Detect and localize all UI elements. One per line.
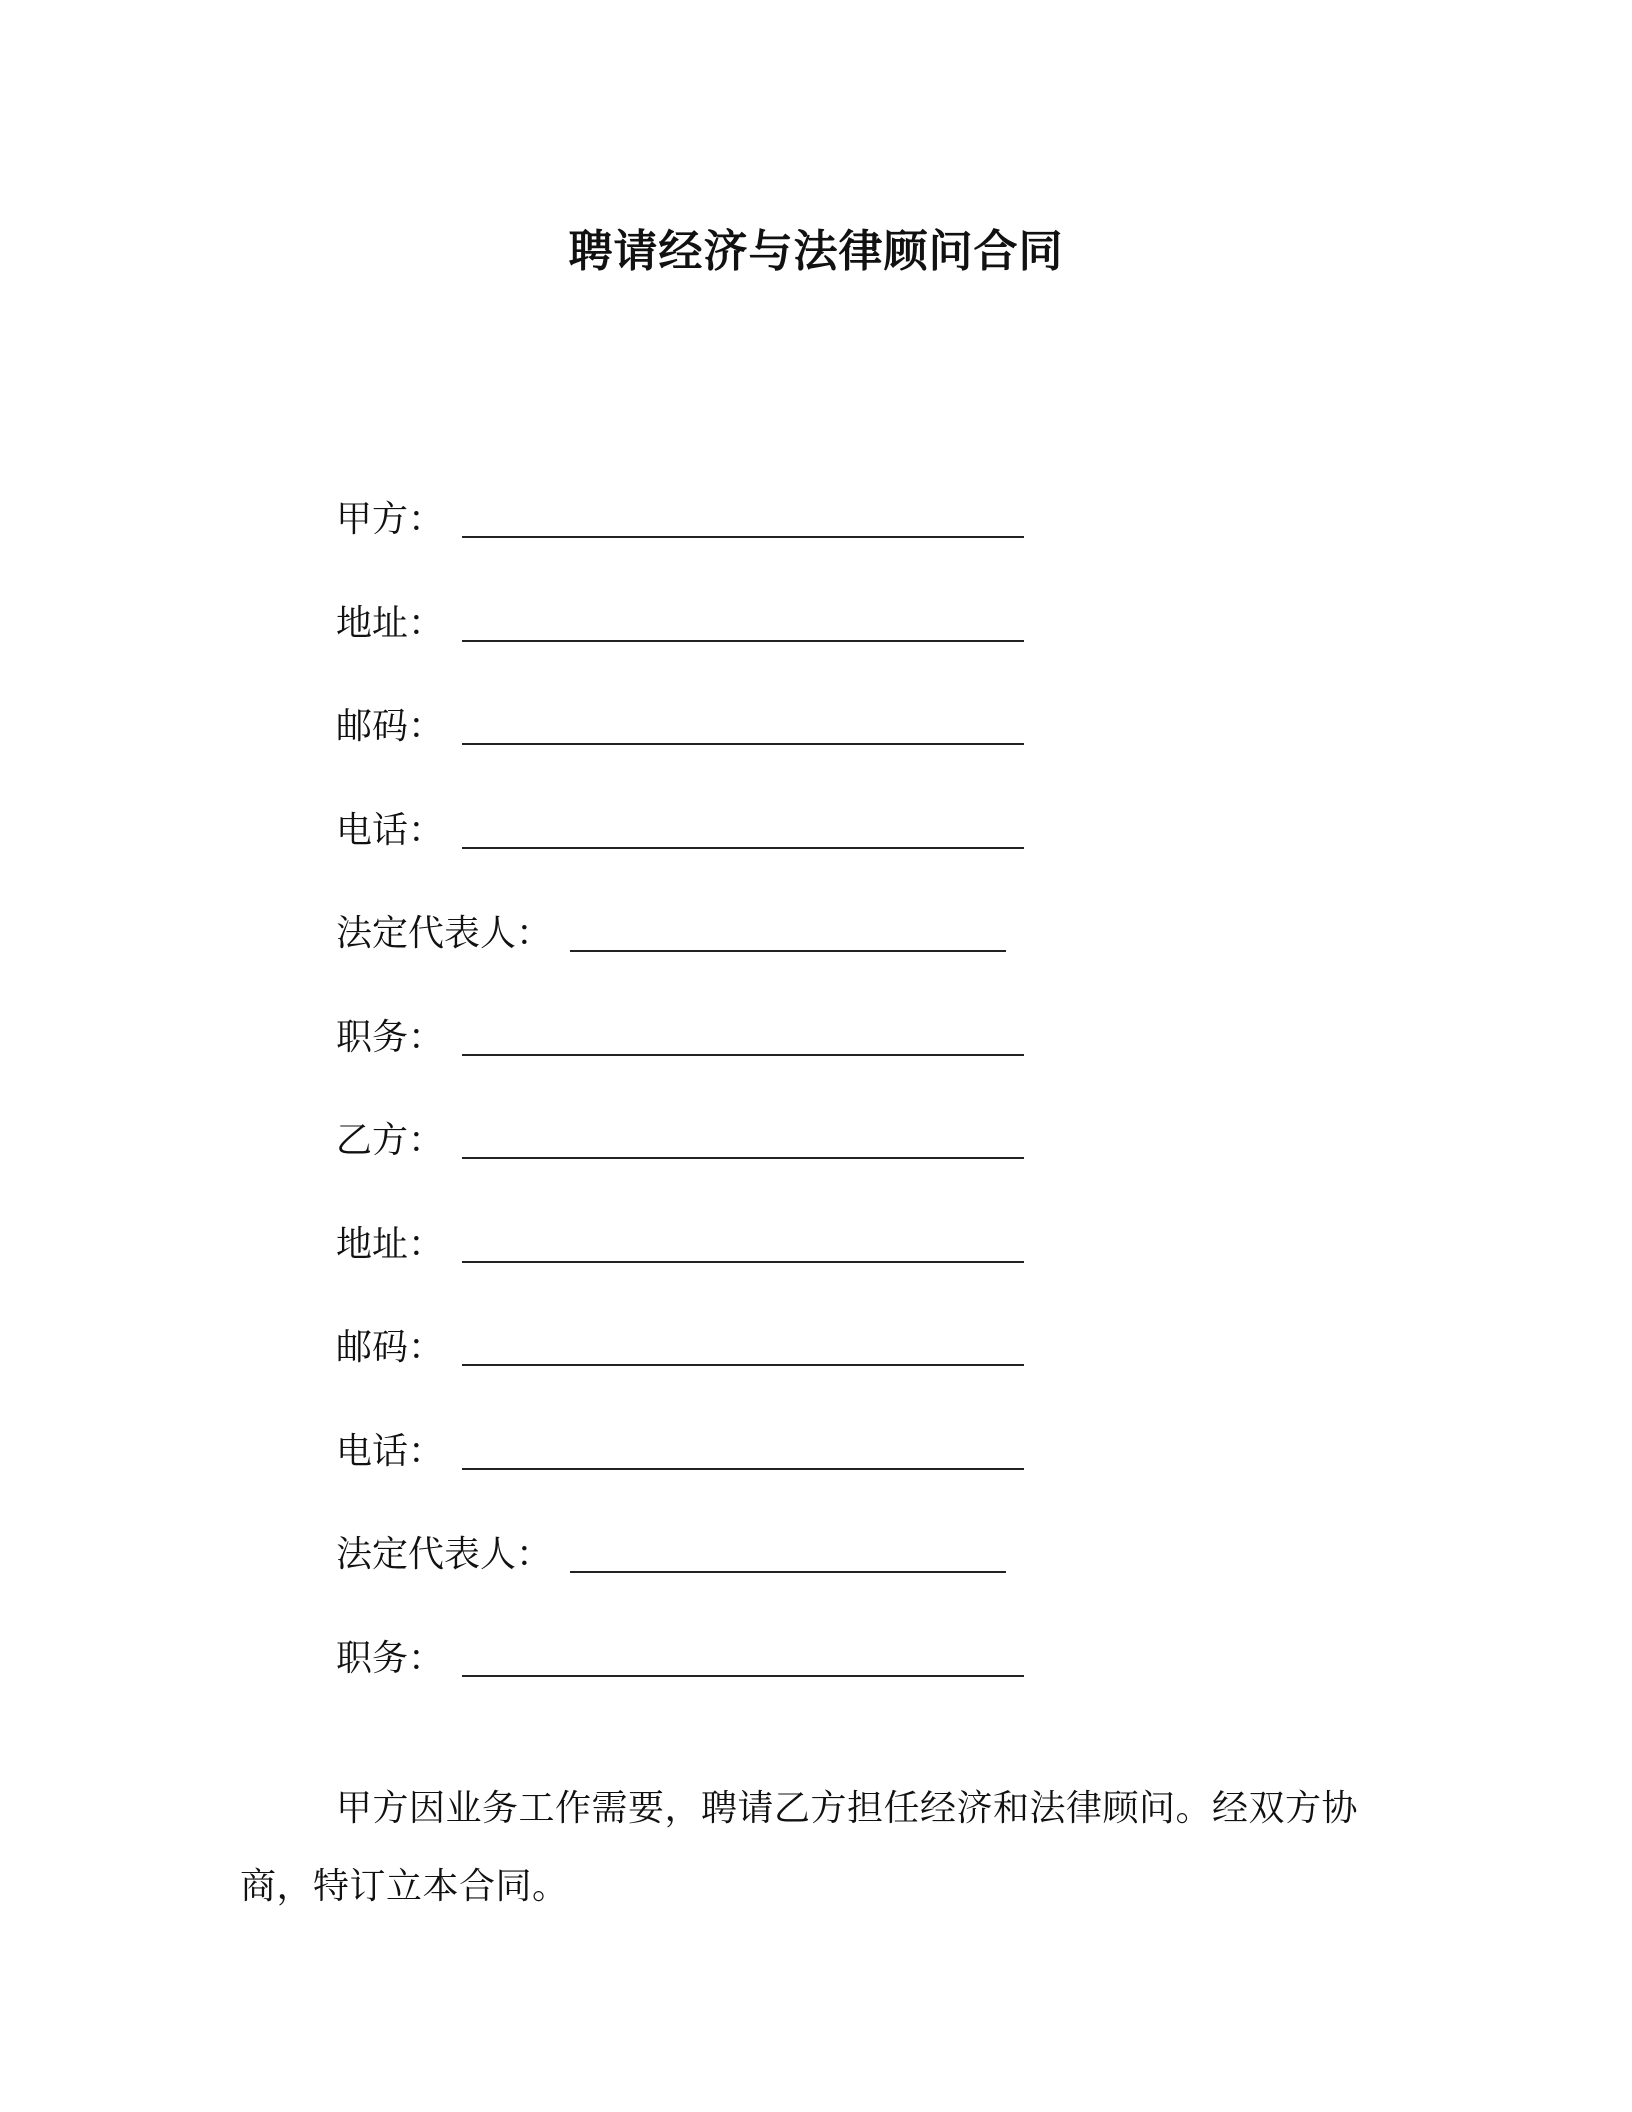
party-a-address-label: 地址 [336, 602, 409, 644]
party-b-label: 乙方 [336, 1120, 409, 1161]
party-b-phone-row [336, 1424, 1236, 1528]
party-a-phone-row [336, 803, 1236, 907]
colon: ： [516, 913, 553, 954]
party-b-postcode-label: 邮码 [336, 1327, 409, 1368]
colon: ： [408, 1016, 445, 1058]
intro-paragraph: 甲方因业务工作需要，聘请乙方担任经济和法律顾问。经双方协商，特订立本合同。 [240, 1788, 1359, 1907]
party-a-address-row [336, 596, 1236, 700]
party-a-name-blank[interactable] [462, 492, 1024, 538]
party-a-label: 甲方 [336, 499, 409, 540]
party-a-position-blank[interactable] [462, 1010, 1024, 1056]
colon: ： [408, 1327, 445, 1368]
party-b-position-blank[interactable] [462, 1631, 1024, 1677]
party-a-postcode-blank[interactable] [462, 699, 1024, 745]
party-b-legal-rep-blank[interactable] [570, 1527, 1006, 1573]
colon: ： [408, 602, 445, 644]
colon: ： [408, 1223, 445, 1265]
party-a-legal-rep-blank[interactable] [570, 906, 1006, 952]
party-b-postcode-row [336, 1320, 1236, 1424]
party-b-phone-blank[interactable] [462, 1424, 1024, 1470]
party-a-legal-rep-row [336, 906, 1236, 1010]
party-fields [336, 492, 1236, 1734]
party-b-legal-rep-label: 法定代表人 [336, 1534, 517, 1575]
party-b-name-row [336, 1113, 1236, 1217]
party-b-position-row [336, 1631, 1236, 1735]
colon: ： [408, 1430, 445, 1472]
party-b-position-label: 职务 [336, 1637, 409, 1679]
party-a-address-blank[interactable] [462, 596, 1024, 642]
party-a-phone-blank[interactable] [462, 803, 1024, 849]
party-b-address-row [336, 1217, 1236, 1321]
party-b-address-label: 地址 [336, 1223, 409, 1265]
colon: ： [408, 706, 445, 747]
colon: ： [408, 1637, 445, 1679]
party-b-legal-rep-row [336, 1527, 1236, 1631]
colon: ： [408, 1120, 445, 1161]
party-a-position-label: 职务 [336, 1016, 409, 1058]
party-b-phone-label: 电话 [336, 1430, 409, 1472]
party-a-name-row [336, 492, 1236, 596]
party-b-address-blank[interactable] [462, 1217, 1024, 1263]
colon: ： [516, 1534, 553, 1575]
document-title: 聘请经济与法律顾问合同 [568, 226, 1064, 277]
party-a-position-row [336, 1010, 1236, 1114]
colon: ： [408, 809, 445, 851]
colon: ： [408, 499, 445, 540]
party-a-legal-rep-label: 法定代表人 [336, 913, 517, 954]
party-a-phone-label: 电话 [336, 809, 409, 851]
party-b-postcode-blank[interactable] [462, 1320, 1024, 1366]
party-b-name-blank[interactable] [462, 1113, 1024, 1159]
party-a-postcode-row [336, 699, 1236, 803]
party-a-postcode-label: 邮码 [336, 706, 409, 747]
